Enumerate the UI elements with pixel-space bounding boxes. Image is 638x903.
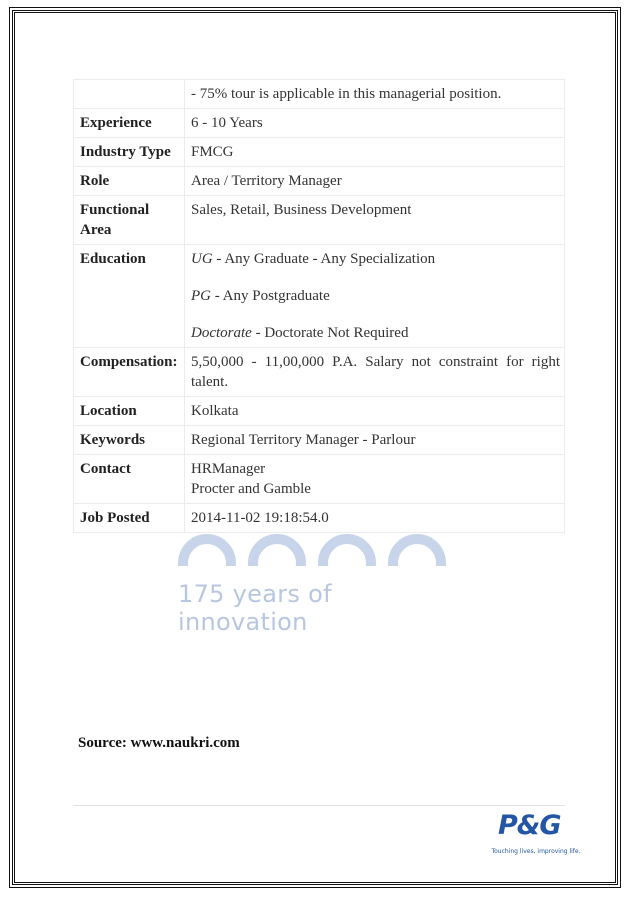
education-ug: [191, 249, 560, 269]
education-value: [185, 245, 565, 348]
location-value: Kolkata: [185, 397, 565, 426]
source-citation: Source: www.naukri.com: [78, 735, 240, 751]
table-row: [74, 245, 565, 348]
job-posted-value: 2014-11-02 19:18:54.0: [185, 504, 565, 533]
pg-logo-tagline: Touching lives, improving life.: [491, 848, 581, 855]
compensation-value: 5,50,000 - 11,00,000 P.A. Salary not constraint for right talent.: [185, 348, 565, 397]
table-row: [74, 397, 565, 426]
tour-label-cell: [74, 80, 185, 109]
contact-value-line2: Procter and Gamble: [191, 481, 311, 497]
functional-area-value: Sales, Retail, Business Development: [185, 196, 565, 245]
role-value: Area / Territory Manager: [185, 167, 565, 196]
footer-divider: [73, 805, 565, 806]
education-doctorate-term: Doctorate: [191, 325, 252, 341]
education-pg: [191, 286, 560, 306]
table-row: [74, 109, 565, 138]
education-label: Education: [74, 245, 185, 348]
watermark-text: 175 years of innovation: [178, 580, 332, 636]
tour-value: - 75% tour is applicable in this managerial position.: [185, 80, 565, 109]
education-pg-text: - Any Postgraduate: [211, 288, 330, 304]
education-doctorate-text: - Doctorate Not Required: [251, 325, 409, 341]
education-pg-term: PG: [191, 288, 211, 304]
table-row: [74, 348, 565, 397]
table-row: [74, 504, 565, 533]
industry-type-value: FMCG: [185, 138, 565, 167]
location-label: Location: [74, 397, 185, 426]
table-row: [74, 167, 565, 196]
contact-value-line1: HRManager: [191, 461, 266, 477]
experience-value: 6 - 10 Years: [185, 109, 565, 138]
pg-logo: [490, 810, 582, 862]
table-row: [74, 196, 565, 245]
education-ug-term: UG: [191, 251, 213, 267]
contact-value: [185, 455, 565, 504]
compensation-label: Compensation:: [74, 348, 185, 397]
experience-label: Experience: [74, 109, 185, 138]
table-row: [74, 455, 565, 504]
education-ug-text: - Any Graduate - Any Specialization: [212, 251, 436, 267]
role-label: Role: [74, 167, 185, 196]
functional-area-label-line1: Functional: [80, 202, 150, 218]
job-posted-label: Job Posted: [74, 504, 185, 533]
keywords-label: Keywords: [74, 426, 185, 455]
keywords-value: Regional Territory Manager - Parlour: [185, 426, 565, 455]
industry-type-label: Industry Type: [74, 138, 185, 167]
functional-area-label-line2: Area: [80, 222, 112, 238]
education-doctorate: [191, 323, 560, 343]
contact-label: Contact: [74, 455, 185, 504]
job-details-table: [73, 79, 565, 533]
table-row: [74, 426, 565, 455]
pg-logo-text: P&G: [498, 810, 561, 841]
table-row: [74, 80, 565, 109]
table-row: [74, 138, 565, 167]
functional-area-label: [74, 196, 185, 245]
